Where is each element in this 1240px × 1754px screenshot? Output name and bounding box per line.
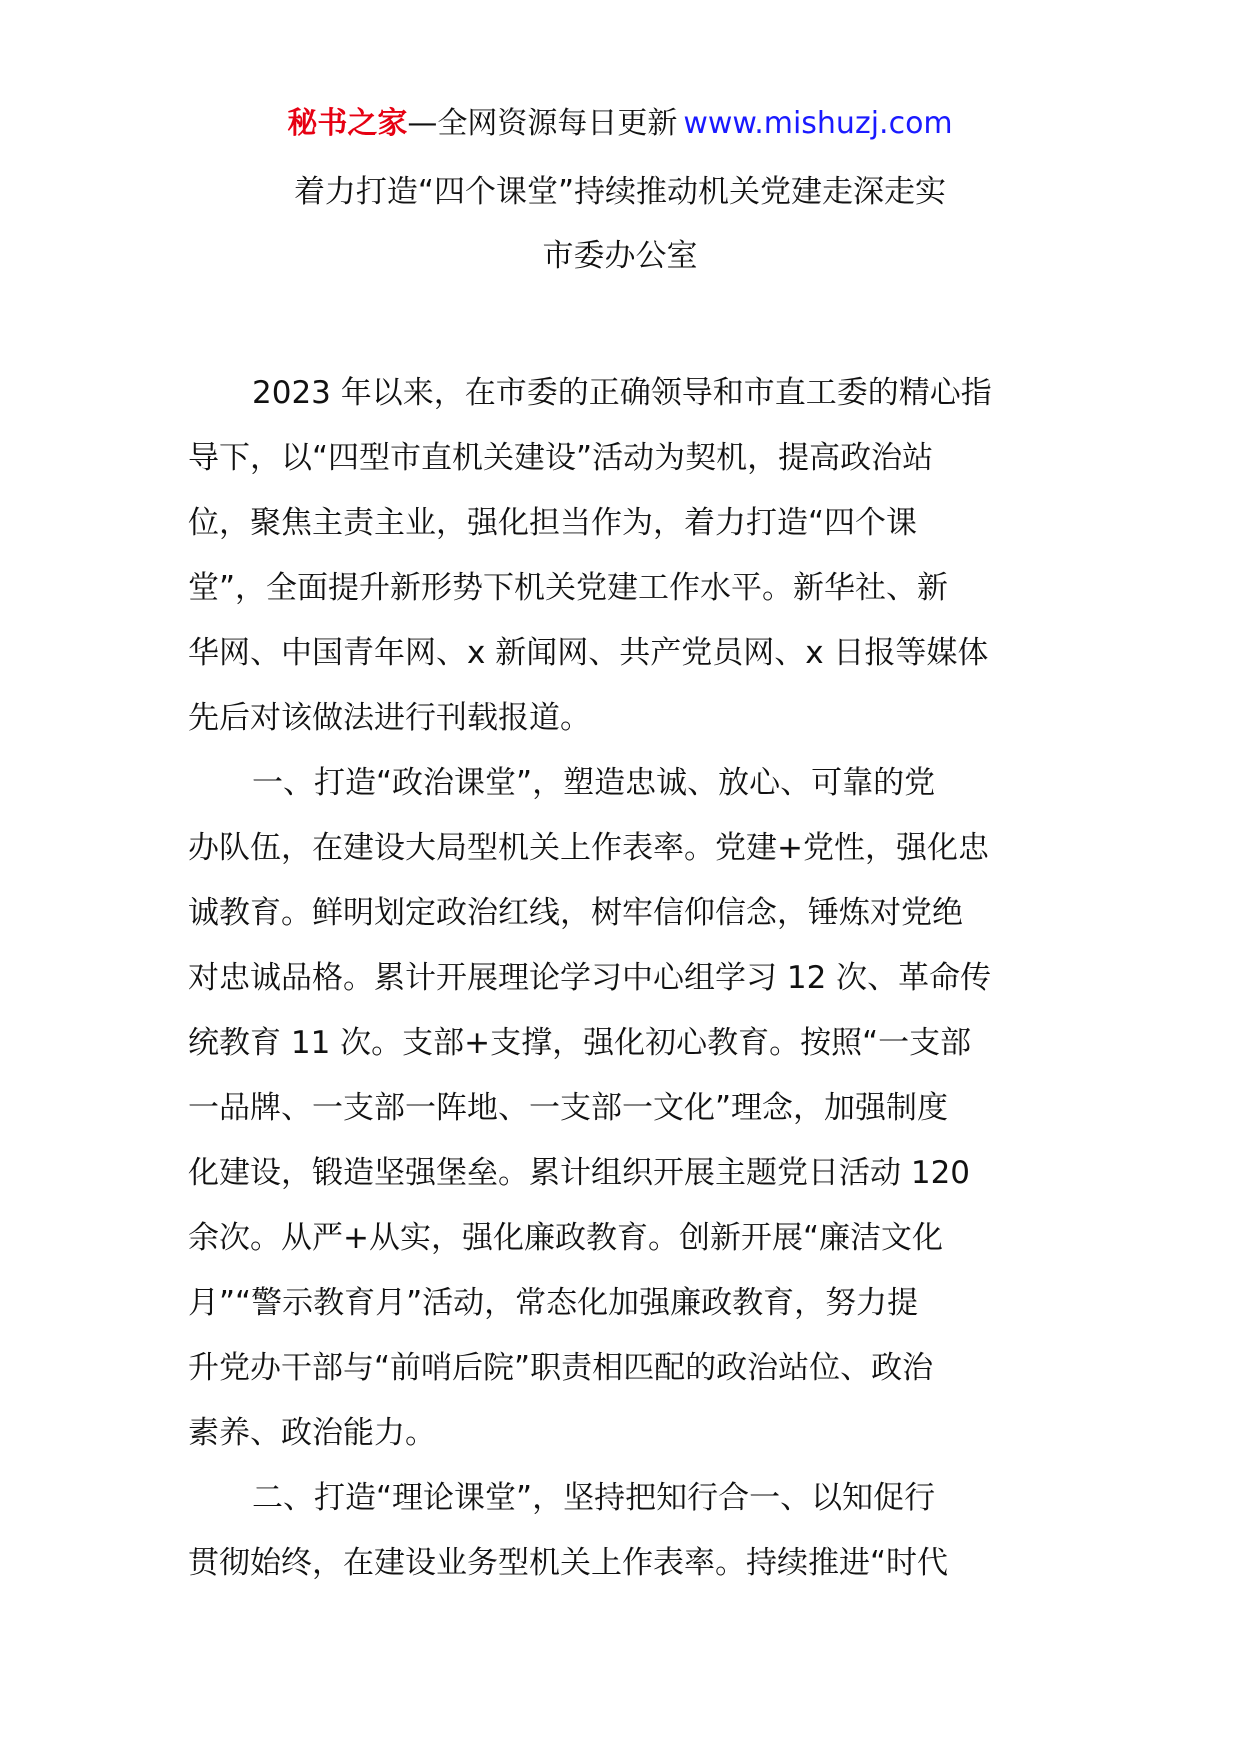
site-tagline: —全网资源每日更新 bbox=[407, 106, 678, 141]
text-line: 余次。从严+从实，强化廉政教育。创新开展“廉洁文化 bbox=[188, 1220, 944, 1256]
site-brand: 秘书之家 bbox=[287, 106, 408, 141]
text-line: 二、打造“理论课堂”，坚持把知行合一、以知促行 bbox=[252, 1480, 936, 1516]
text-line: 月”“警示教育月”活动，常态化加强廉政教育，努力提 bbox=[188, 1285, 919, 1321]
document-body bbox=[188, 361, 1056, 1596]
text-line: 办队伍，在建设大局型机关上作表率。党建+党性，强化忠 bbox=[188, 830, 989, 866]
site-header bbox=[0, 104, 1240, 144]
document-title: 着力打造“四个课堂”持续推动机关党建走深走实 bbox=[293, 174, 947, 210]
paragraph-section-two bbox=[188, 1466, 1056, 1596]
document-author: 市委办公室 bbox=[542, 238, 698, 274]
text-line: 对忠诚品格。累计开展理论学习中心组学习 12 次、革命传 bbox=[188, 960, 992, 996]
text-line: 堂”，全面提升新形势下机关党建工作水平。新华社、新 bbox=[188, 570, 949, 606]
paragraph-intro bbox=[188, 361, 1056, 751]
text-line: 位，聚焦主责主业，强化担当作为，着力打造“四个课 bbox=[188, 505, 918, 541]
text-line: 诚教育。鲜明划定政治红线，树牢信仰信念，锤炼对党绝 bbox=[188, 895, 963, 931]
site-url-link[interactable]: www.mishuzj.com bbox=[683, 106, 953, 141]
text-line: 升党办干部与“前哨后院”职责相匹配的政治站位、政治 bbox=[188, 1350, 934, 1386]
text-line: 华网、中国青年网、x 新闻网、共产党员网、x 日报等媒体 bbox=[188, 635, 989, 671]
text-line: 化建设，锻造坚强堡垒。累计组织开展主题党日活动 120 bbox=[188, 1155, 971, 1191]
text-line: 一、打造“政治课堂”，塑造忠诚、放心、可靠的党 bbox=[252, 765, 936, 801]
text-line: 导下，以“四型市直机关建设”活动为契机，提高政治站 bbox=[188, 440, 934, 476]
text-line: 贯彻始终，在建设业务型机关上作表率。持续推进“时代 bbox=[188, 1545, 949, 1581]
text-line: 一品牌、一支部一阵地、一支部一文化”理念，加强制度 bbox=[188, 1090, 949, 1126]
paragraph-section-one bbox=[188, 751, 1056, 1466]
text-line: 2023 年以来，在市委的正确领导和市直工委的精心指 bbox=[252, 375, 992, 411]
text-line: 先后对该做法进行刊载报道。 bbox=[188, 700, 591, 736]
text-line: 统教育 11 次。支部+支撑，强化初心教育。按照“一支部 bbox=[188, 1025, 972, 1061]
text-line: 素养、政治能力。 bbox=[188, 1415, 436, 1451]
